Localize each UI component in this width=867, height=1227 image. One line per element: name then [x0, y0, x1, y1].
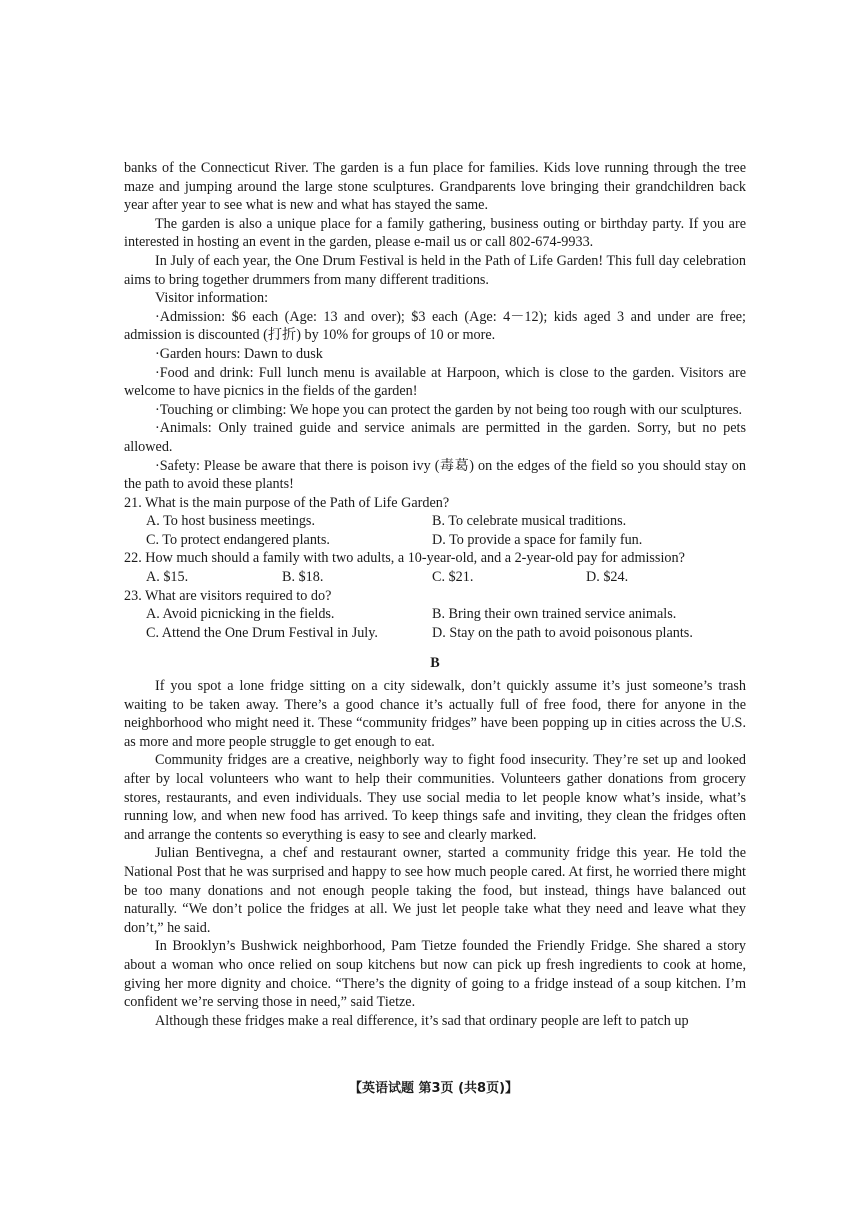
visitor-info-item: ·Garden hours: Dawn to dusk — [155, 345, 323, 362]
page-footer: 【英语试题 第3页 (共8页)】 — [348, 1081, 519, 1096]
question-21-options — [124, 512, 746, 549]
option-b: B. Bring their own trained service animals. — [432, 606, 677, 623]
passage-a-paragraph: In July of each year, the One Drum Festival is held in the Path of Life Garden! This full day celebration aims to bring together drummers from many different traditions. — [124, 252, 746, 288]
passage-a-paragraph: The garden is also a unique place for a family gathering, business outing or birthday party. If you are interested in hosting an event in the garden, please e-mail us or call 802-674-9933. — [124, 215, 746, 251]
section-b-title: B — [430, 655, 440, 672]
option-d: D. To provide a space for family fun. — [432, 531, 643, 548]
option-b: B. To celebrate musical traditions. — [432, 513, 627, 530]
passage-b-paragraph: If you spot a lone fridge sitting on a city sidewalk, don’t quickly assume it’s just someone’s trash waiting to be taken away. There’s a good chance it’s actually full of free food, there for anyone in the neighborhood who might need it. These “community fridges” have been popping up in cities across the U.S. as more and more people struggle to get enough to eat. — [124, 678, 746, 750]
option-c: C. To protect endangered plants. — [146, 531, 330, 548]
option-d: D. $24. — [586, 569, 629, 586]
question-21-stem: 21. What is the main purpose of the Path of Life Garden? — [124, 494, 450, 511]
passage-b-paragraph: Although these fridges make a real difference, it’s sad that ordinary people are left to patch up — [155, 1012, 689, 1029]
question-22-options — [124, 568, 746, 587]
visitor-info-item: ·Safety: Please be aware that there is poison ivy (毒葛) on the edges of the field so you should stay on the path to avoid these plants! — [124, 457, 746, 493]
option-c: C. $21. — [432, 569, 474, 586]
option-a: A. Avoid picnicking in the fields. — [146, 606, 335, 623]
passage-b-paragraph: Julian Bentivegna, a chef and restaurant owner, started a community fridge this year. He told the National Post that he was surprised and happy to see how much people cared. At first, he worried there might be too many donations and not enough people taking the food, but instead, things have balanced out naturally. “We don’t police the fridges at all. We just let people take what they need and leave what they don’t,” he said. — [124, 845, 746, 936]
passage-a-paragraph: banks of the Connecticut River. The garden is a fun place for families. Kids love running through the tree maze and jumping around the large stone sculptures. Grandparents love bringing their grandchildren back year after year to see what is new and what has stayed the same. — [124, 160, 746, 214]
exam-page — [124, 159, 746, 1030]
question-23-options — [124, 605, 746, 642]
passage-b-paragraph: Community fridges are a creative, neighborly way to fight food insecurity. They’re set up and looked after by local volunteers who want to help their communities. Volunteers gather donations from grocery stores, restaurants, and even individuals. They use social media to let people know what’s inside, what’s running low, and when new food has arrived. To keep things safe and inviting, they clean the fridges often and arrange the contents so everything is easy to see and clearly marked. — [124, 752, 746, 843]
option-a: A. To host business meetings. — [146, 513, 315, 530]
option-b: B. $18. — [282, 569, 324, 586]
visitor-info-item: ·Admission: $6 each (Age: 13 and over); $3 each (Age: 4－12); kids aged 3 and under are free; admission is discounted (打折) by 10% for groups of 10 or more. — [124, 308, 746, 344]
option-a: A. $15. — [146, 569, 189, 586]
visitor-info-item: ·Animals: Only trained guide and service animals are permitted in the garden. Sorry, but no pets allowed. — [124, 420, 746, 455]
option-d: D. Stay on the path to avoid poisonous plants. — [432, 624, 693, 641]
option-c: C. Attend the One Drum Festival in July. — [146, 624, 378, 641]
visitor-info-heading: Visitor information: — [155, 290, 269, 307]
passage-b-paragraph: In Brooklyn’s Bushwick neighborhood, Pam Tietze founded the Friendly Fridge. She shared a story about a woman who once relied on soup kitchens but now can pick up fresh ingredients to cook at home, giving her more dignity and choice. “There’s the dignity of going to a fridge instead of a soup kitchen. I’m confident we’re serving those in need,” said Tietze. — [124, 938, 746, 1011]
question-23-stem: 23. What are visitors required to do? — [124, 587, 332, 604]
question-22-stem: 22. How much should a family with two adults, a 10-year-old, and a 2-year-old pay for admission? — [124, 550, 685, 567]
visitor-info-item: ·Food and drink: Full lunch menu is available at Harpoon, which is close to the garden. Visitors are welcome to have picnics in the fields of the garden! — [124, 364, 746, 400]
visitor-info-item: ·Touching or climbing: We hope you can protect the garden by not being too rough with our sculptures. — [155, 401, 743, 418]
